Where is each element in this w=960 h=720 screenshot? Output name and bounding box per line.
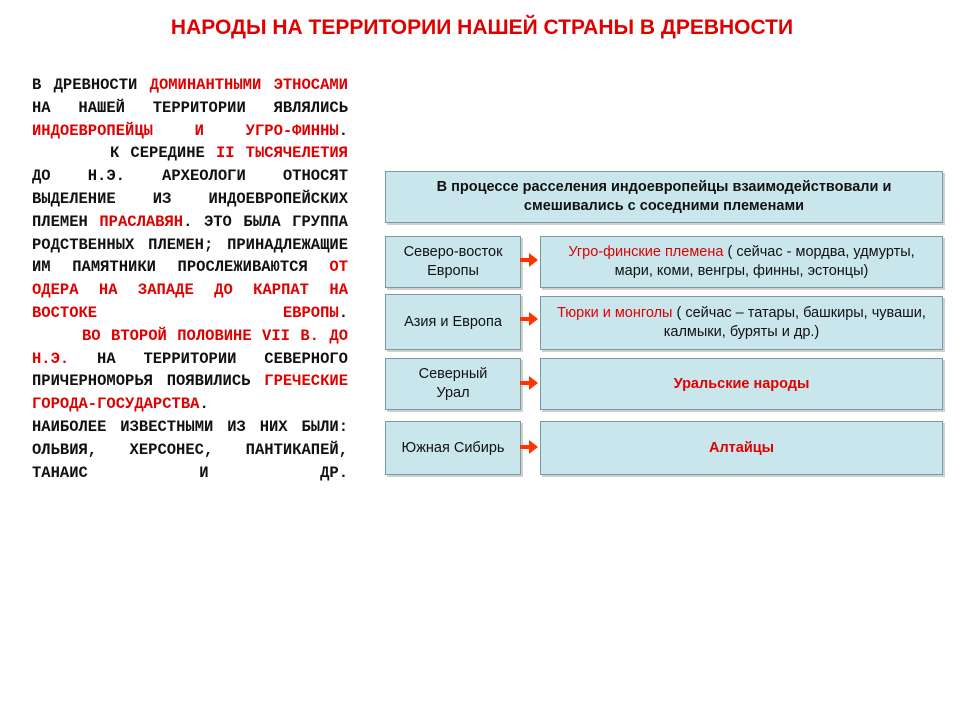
- diagram-header-box: В процессе расселения индоевропейцы взаимодействовали и смешивались с соседними племенами: [385, 171, 943, 223]
- body-text: [32, 74, 348, 484]
- region-box: Северо-восток Европы: [385, 236, 521, 288]
- peoples-box: Угро-финские племена ( сейчас - мордва, удмурты, мари, коми, венгры, финны, эстонцы): [540, 236, 943, 288]
- arrow-right-icon: [520, 253, 538, 267]
- peoples-box: Алтайцы: [540, 421, 943, 475]
- arrow-right-icon: [520, 376, 538, 390]
- slide-title: НАРОДЫ НА ТЕРРИТОРИИ НАШЕЙ СТРАНЫ В ДРЕВНОСТИ: [170, 16, 794, 39]
- peoples-box: Уральские народы: [540, 358, 943, 410]
- arrow-right-icon: [520, 312, 538, 326]
- region-box: Азия и Европа: [385, 294, 521, 350]
- paragraph-1: В ДРЕВНОСТИ ДОМИНАНТНЫМИ ЭТНОСАМИ НА НАШЕЙ ТЕРРИТОРИИ ЯВЛЯЛИСЬ ИНДОЕВРОПЕЙЦЫ И УГРО-ФИННЫ.: [32, 76, 348, 140]
- region-box: Южная Сибирь: [385, 421, 521, 475]
- region-box: Северный Урал: [385, 358, 521, 410]
- paragraph-2: К СЕРЕДИНЕ II ТЫСЯЧЕЛЕТИЯ ДО Н.Э. АРХЕОЛОГИ ОТНОСЯТ ВЫДЕЛЕНИЕ ИЗ ИНДОЕВРОПЕЙСКИХ ПЛЕМЕН ПРАСЛАВЯН. ЭТО БЫЛА ГРУППА РОДСТВЕННЫХ ПЛЕМЕН; ПРИНАДЛЕЖАЩИЕ ИМ ПАМЯТНИКИ ПРОСЛЕЖИВАЮТСЯ ОТ ОДЕРА НА ЗАПАДЕ ДО КАРПАТ НА ВОСТОКЕ ЕВРОПЫ.: [32, 144, 348, 322]
- arrow-right-icon: [520, 440, 538, 454]
- paragraph-3: ВО ВТОРОЙ ПОЛОВИНЕ VII В. ДО Н.Э. НА ТЕРРИТОРИИ СЕВЕРНОГО ПРИЧЕРНОМОРЬЯ ПОЯВИЛИСЬ ГРЕЧЕСКИЕ ГОРОДА-ГОСУДАРСТВА.: [32, 326, 348, 414]
- peoples-box: Тюрки и монголы ( сейчас – татары, башкиры, чуваши, калмыки, буряты и др.): [540, 296, 943, 350]
- paragraph-4: НАИБОЛЕЕ ИЗВЕСТНЫМИ ИЗ НИХ БЫЛИ: ОЛЬВИЯ, ХЕРСОНЕС, ПАНТИКАПЕЙ, ТАНАИС И ДР.: [32, 417, 348, 482]
